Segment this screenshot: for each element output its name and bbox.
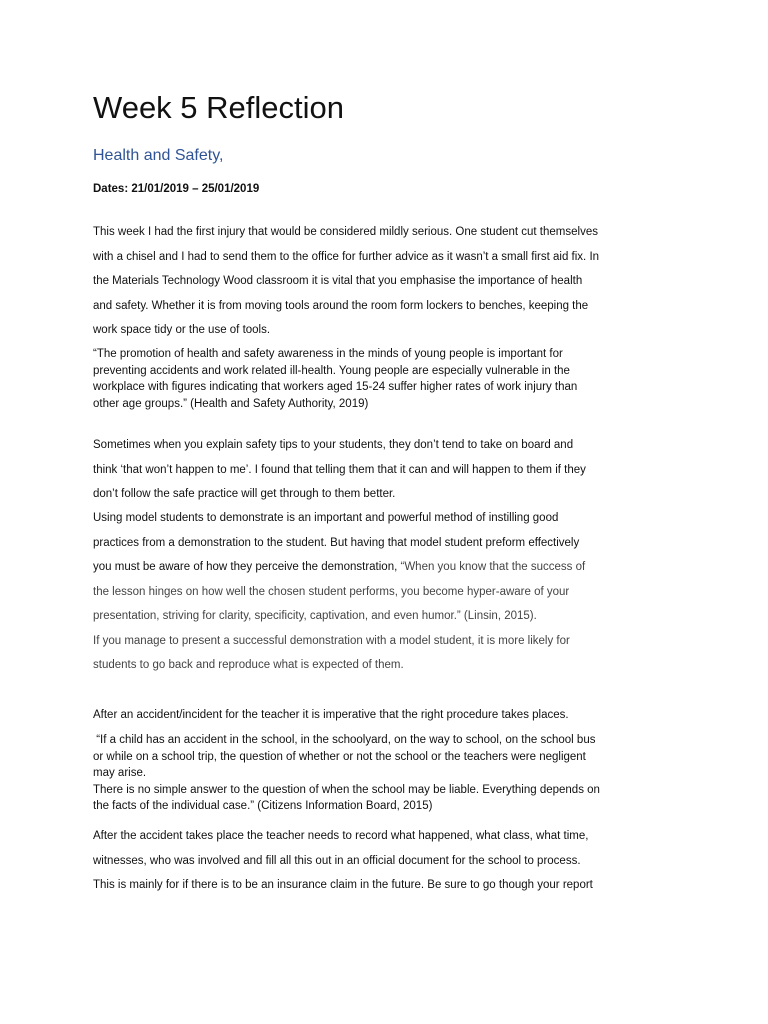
paragraph-line: Sometimes when you explain safety tips to your students, they don’t tend to take on board and <box>93 439 574 451</box>
paragraph-line: work space tidy or the use of tools. <box>93 324 271 336</box>
paragraph-line: This week I had the first injury that would be considered mildly serious. One student cut themselves <box>93 226 598 238</box>
paragraph-line: and safety. Whether it is from moving tools around the room form lockers to benches, keeping the <box>93 299 589 312</box>
quote-line: other age groups.” (Health and Safety Authority, 2019) <box>93 397 369 410</box>
quote-line: preventing accidents and work related ill-health. Young people are especially vulnerable in the <box>93 364 570 377</box>
paragraph-line: don’t follow the safe practice will get through to them better. <box>93 488 396 500</box>
quote-line: workplace with figures indicating that workers aged 15-24 suffer higher rates of work injury than <box>93 381 578 393</box>
quote-line: or while on a school trip, the question of whether or not the school or the teachers were negligent <box>93 750 586 763</box>
quote-line: “If a child has an accident in the school, in the schoolyard, on the way to school, on the school bus <box>93 734 596 746</box>
quote-line: may arise. <box>93 767 147 779</box>
quote-line: There is no simple answer to the question of when the school may be liable. Everything depends on <box>93 783 600 796</box>
paragraph-procedure <box>93 703 683 728</box>
paragraph-line: This is mainly for if there is to be an insurance claim in the future. Be sure to go though your report <box>93 879 593 891</box>
quote-hsa <box>93 346 683 412</box>
document-subtitle: Health and Safety, <box>93 147 224 164</box>
paragraph-line: Using model students to demonstrate is an important and powerful method of instilling good <box>93 512 559 524</box>
paragraph-line <box>93 555 683 580</box>
paragraph-text: you must be aware of how they perceive the demonstration, <box>93 561 401 573</box>
paragraph-model-students <box>93 506 683 678</box>
quote-citizens-information <box>93 732 683 815</box>
dates-line: Dates: 21/01/2019 – 25/01/2019 <box>93 183 260 195</box>
paragraph-safety-tips <box>93 433 683 507</box>
paragraph-line: with a chisel and I had to send them to the office for further advice as it wasn’t a small first aid fix. In <box>93 250 600 263</box>
paragraph-line: witnesses, who was involved and fill all this out in an official document for the school to process. <box>93 854 581 867</box>
paragraph-line: practices from a demonstration to the student. But having that model student preform effectively <box>93 536 580 549</box>
paragraph-line: the Materials Technology Wood classroom it is vital that you emphasise the importance of health <box>93 275 583 287</box>
quote-text: “When you know that the success of <box>400 561 586 573</box>
quote-line: the lesson hinges on how well the chosen student performs, you become hyper-aware of your <box>93 585 570 598</box>
paragraph-line: students to go back and reproduce what is expected of them. <box>93 659 404 671</box>
paragraph-line: If you manage to present a successful demonstration with a model student, it is more likely for <box>93 634 570 647</box>
quote-line: the facts of the individual case.” (Citizens Information Board, 2015) <box>93 800 433 812</box>
paragraph-line: think ‘that won’t happen to me’. I found that telling them that it can and will happen to them if they <box>93 463 586 476</box>
paragraph-line: After an accident/incident for the teacher it is imperative that the right procedure takes places. <box>93 709 569 721</box>
paragraph-record-report <box>93 824 683 898</box>
quote-line: “The promotion of health and safety awareness in the minds of young people is important for <box>93 348 563 360</box>
quote-line: presentation, striving for clarity, specificity, captivation, and even humor.” (Linsin, 2015). <box>93 610 537 622</box>
paragraph-injury <box>93 220 683 343</box>
document-title: Week 5 Reflection <box>93 90 344 125</box>
paragraph-line: After the accident takes place the teacher needs to record what happened, what class, what time, <box>93 830 589 842</box>
